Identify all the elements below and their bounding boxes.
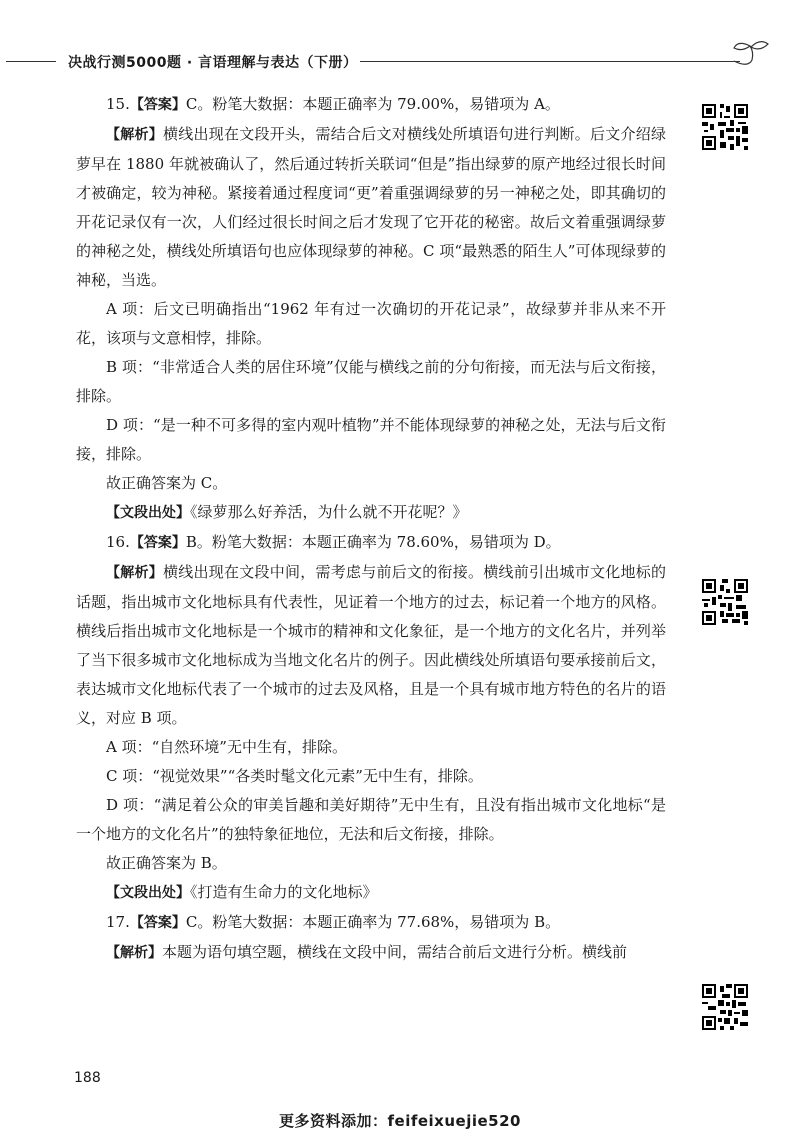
source-tag: 【文段出处】 <box>106 505 190 521</box>
answer-tag: 【答案】 <box>129 535 186 551</box>
source-tag: 【文段出处】 <box>106 885 190 901</box>
q16-analysis-text: 横线出现在文段中间，需考虑与前后文的衔接。横线前引出城市文化地标的话题，指出城市文化地标具有代表性，见证着一个地方的过去，标记着一个地方的风格。横线后指出城市文化地标是一个城市的精神和文化象征，是一个地方的文化名片，并列举了当下很多城市文化地标成为当地文化名片的例子。因此横线处所填语句要承接前后文，表达城市文化地标代表了一个城市的过去及风格，且是一个具有城市地方特色的名片的语义，对应 B 项。 <box>76 563 666 727</box>
q15-number: 15. <box>106 95 130 113</box>
q17-answer-text: C。粉笔大数据：本题正确率为 77.68%，易错项为 B。 <box>185 913 561 931</box>
q15-answer-text: C。粉笔大数据：本题正确率为 79.00%，易错项为 A。 <box>185 95 560 113</box>
q16-analysis <box>76 558 666 733</box>
answer-explanations <box>76 90 666 968</box>
q15-option-d: D 项：“是一种不可多得的室内观叶植物”并不能体现绿萝的神秘之处，无法与后文衔接，排除。 <box>76 416 666 463</box>
qr-code-icon-graphic <box>700 102 750 152</box>
q16-source <box>76 878 666 908</box>
q15-conclusion: 故正确答案为 C。 <box>106 474 228 492</box>
running-header <box>0 50 800 74</box>
q15-source-text: 《绿萝那么好养活，为什么就不开花呢？》 <box>190 503 468 521</box>
qr-code-icon[interactable] <box>700 577 750 627</box>
header-rule-right <box>360 61 740 62</box>
q16-conclusion: 故正确答案为 B。 <box>106 854 227 872</box>
qr-code-icon[interactable] <box>700 102 750 152</box>
q15-analysis-text: 横线出现在文段开头，需结合后文对横线处所填语句进行判断。后文介绍绿萝早在 1880 年就被确认了，然后通过转折关联词“但是”指出绿萝的原产地经过很长时间才被确定，较为神秘。紧接着通过程度词“更”着重强调绿萝的另一神秘之处，即其确切的开花记录仅有一次，人们经过很长时间之后才发现了它开花的秘密。故后文着重强调绿萝的神秘之处，横线处所填语句也应体现绿萝的神秘。C 项“最熟悉的陌生人”可体现绿萝的神秘，当选。 <box>76 125 666 289</box>
q16-source-text: 《打造有生命力的文化地标》 <box>190 883 378 901</box>
q15-option-a: A 项：后文已明确指出“1962 年有过一次确切的开花记录”，故绿萝并非从来不开花，该项与文意相悖，排除。 <box>76 300 666 347</box>
q16-option-c: C 项：“视觉效果”“各类时髦文化元素”无中生有，排除。 <box>106 767 483 785</box>
q17-answer <box>76 908 666 938</box>
q15-answer <box>76 90 666 120</box>
answer-tag: 【答案】 <box>129 97 186 113</box>
analysis-tag: 【解析】 <box>106 945 162 961</box>
q16-option-d: D 项：“满足着公众的审美旨趣和美好期待”无中生有，且没有指出城市文化地标“是一个地方的文化名片”的独特象征地位，无法和后文衔接，排除。 <box>76 796 666 843</box>
q16-option-a: A 项：“自然环境”无中生有，排除。 <box>106 738 347 756</box>
sprout-icon <box>728 38 772 72</box>
q15-source <box>76 498 666 528</box>
analysis-tag: 【解析】 <box>106 565 163 581</box>
answer-tag: 【答案】 <box>129 915 186 931</box>
page-number: 188 <box>74 1070 101 1086</box>
q15-analysis <box>76 120 666 295</box>
q15-option-b: B 项：“非常适合人类的居住环境”仅能与横线之前的分句衔接，而无法与后文衔接，排除。 <box>76 358 666 405</box>
header-rule-left <box>6 61 56 62</box>
q17-analysis <box>76 938 666 968</box>
q16-answer-text: B。粉笔大数据：本题正确率为 78.60%，易错项为 D。 <box>185 533 561 551</box>
q17-number: 17. <box>106 913 130 931</box>
footer-note: 更多资料添加：feifeixuejie520 <box>279 1112 521 1130</box>
q16-number: 16. <box>106 533 130 551</box>
qr-code-icon-graphic <box>700 577 750 627</box>
analysis-tag: 【解析】 <box>106 127 163 143</box>
q17-analysis-text: 本题为语句填空题，横线在文段中间，需结合前后文进行分析。横线前 <box>162 943 628 961</box>
qr-code-icon-graphic <box>700 982 750 1032</box>
q16-answer <box>76 528 666 558</box>
book-title: 决战行测5000题 · 言语理解与表达（下册） <box>68 55 358 71</box>
qr-code-icon[interactable] <box>700 982 750 1032</box>
